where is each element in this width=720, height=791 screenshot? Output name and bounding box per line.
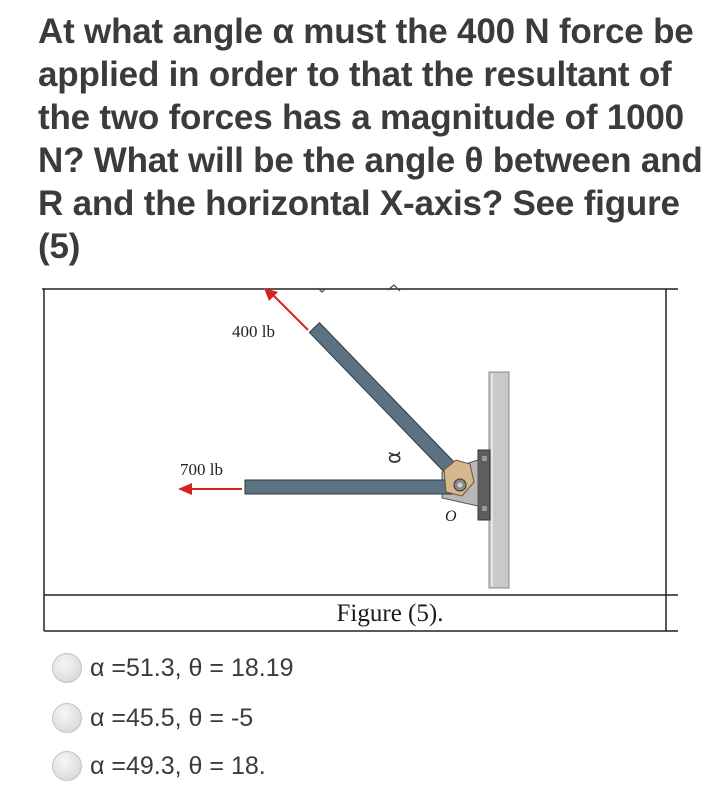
horizontal-member — [245, 480, 453, 494]
radio-button[interactable] — [52, 653, 82, 683]
answer-option-label: α =45.5, θ = -5 — [90, 703, 254, 732]
answer-option-label: α =51.3, θ = 18.19 — [90, 653, 294, 682]
radio-button[interactable] — [52, 751, 82, 781]
bolt — [482, 506, 487, 511]
figure-5 — [42, 284, 678, 634]
answer-option-2[interactable] — [52, 700, 253, 736]
pin-center — [458, 483, 463, 488]
angle-alpha-symbol: α — [381, 450, 405, 464]
radio-button[interactable] — [52, 703, 82, 733]
force-arrowhead-700 — [178, 483, 192, 495]
question-text: At what angle α must the 400 N force be applied in order to that the resultant of the two forces has a magnitude of 1000 N? What will be the angle θ between and R and the horizontal X-axis? See figure (5) — [38, 12, 703, 266]
answer-option-label: α =49.3, θ = 18. — [90, 751, 266, 780]
answer-option-1[interactable] — [52, 650, 294, 686]
answer-option-3[interactable] — [52, 748, 266, 784]
force-label-400: 400 lb — [232, 322, 275, 341]
force-arrow-400 — [271, 293, 308, 330]
cropped-mark — [388, 285, 400, 291]
figure-drawing — [42, 284, 678, 634]
bolt — [482, 456, 487, 461]
force-label-700: 700 lb — [180, 460, 223, 479]
figure-caption: Figure (5). — [336, 600, 444, 627]
origin-label: O — [445, 508, 457, 525]
